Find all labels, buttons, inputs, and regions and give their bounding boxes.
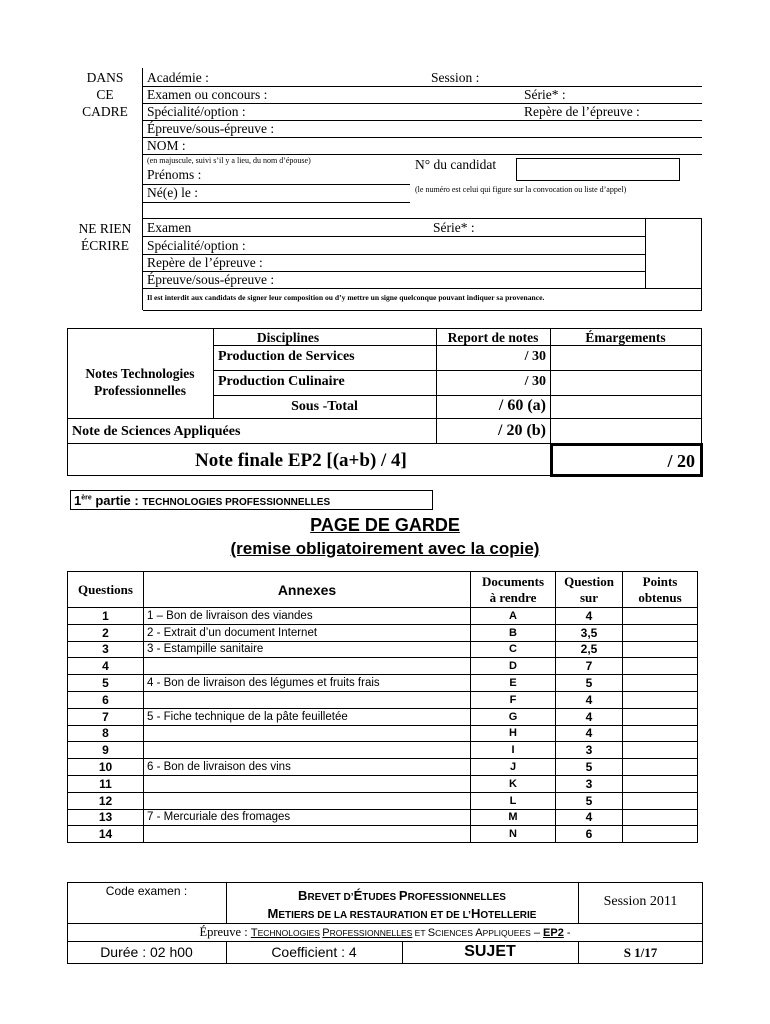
serie2-label: Série* : <box>433 220 475 235</box>
points-obtained[interactable] <box>623 725 698 742</box>
document-letter: C <box>471 641 556 658</box>
header-documents: Documents à rendre <box>471 572 556 608</box>
header-questions: Questions <box>68 572 144 608</box>
question-points: 3 <box>556 742 623 759</box>
group-label-line2: Professionnelles <box>94 383 186 398</box>
annex-name: 5 - Fiche technique de la pâte feuilletée <box>144 708 471 725</box>
question-number: 7 <box>68 708 144 725</box>
annex-name <box>144 792 471 809</box>
document-letter: I <box>471 742 556 759</box>
annex-name: 4 - Bon de livraison des légumes et fruits frais <box>144 675 471 692</box>
side-label-ce: CE <box>96 87 114 102</box>
part-sup: ère <box>81 494 92 502</box>
value-sous-total: / 60 (a) <box>498 397 546 414</box>
table-row <box>68 742 698 759</box>
annex-table <box>67 571 698 843</box>
num-candidat-label: N° du candidat <box>415 157 497 172</box>
document-letter: J <box>471 759 556 776</box>
col-emargements: Émargements <box>585 330 666 345</box>
points-obtained[interactable] <box>623 691 698 708</box>
group-label-line1: Notes Technologies <box>85 366 195 381</box>
document-letter: K <box>471 775 556 792</box>
header-question-sur: Question sur <box>556 572 623 608</box>
points-obtained[interactable] <box>623 759 698 776</box>
question-number: 10 <box>68 759 144 776</box>
value-production-services: / 30 <box>524 349 546 364</box>
row-sciences: Note de Sciences Appliquées <box>72 424 241 439</box>
points-obtained[interactable] <box>623 792 698 809</box>
annex-name: 2 - Extrait d’un document Internet <box>144 624 471 641</box>
epreuve-line: Épreuve : TECHNOLOGIES PROFESSIONNELLES ET SCIENCES APPLIQUEES – EP2 - <box>199 925 571 939</box>
row-production-services: Production de Services <box>218 349 355 364</box>
row-sous-total: Sous -Total <box>291 399 358 414</box>
page-title: PAGE DE GARDE <box>310 515 460 535</box>
question-number: 14 <box>68 826 144 843</box>
ne-le-label: Né(e) le : <box>147 185 198 200</box>
annex-name: 3 - Estampille sanitaire <box>144 641 471 658</box>
header-vertical-rule <box>142 68 143 310</box>
table-row <box>68 792 698 809</box>
sujet-label: SUJET <box>464 943 516 960</box>
epreuve-label: Épreuve/sous-épreuve : <box>147 121 275 136</box>
part-num: 1 <box>74 493 82 508</box>
page-subtitle: (remise obligatoirement avec la copie) <box>230 539 540 558</box>
question-number: 2 <box>68 624 144 641</box>
part-title: TECHNOLOGIES PROFESSIONNELLES <box>142 497 331 508</box>
part-word: partie : <box>91 493 143 508</box>
epreuve2-label: Épreuve/sous-épreuve : <box>147 272 275 287</box>
points-obtained[interactable] <box>623 742 698 759</box>
serie-label: Série* : <box>524 87 566 102</box>
question-number: 3 <box>68 641 144 658</box>
annex-name <box>144 725 471 742</box>
document-letter: D <box>471 658 556 675</box>
question-points: 7 <box>556 658 623 675</box>
annex-name <box>144 775 471 792</box>
duree-label: Durée : 02 h00 <box>100 944 193 960</box>
metiers-title: METIERS DE LA RESTAURATION ET DE L’HOTELLERIE <box>267 906 537 921</box>
annex-name: 1 – Bon de livraison des viandes <box>144 608 471 625</box>
examen-label: Examen <box>147 220 192 235</box>
annex-name <box>144 826 471 843</box>
question-number: 6 <box>68 691 144 708</box>
num-candidat-box[interactable] <box>516 158 680 181</box>
table-row <box>68 624 698 641</box>
table-row <box>68 826 698 843</box>
part-title-box <box>70 490 433 510</box>
question-number: 5 <box>68 675 144 692</box>
page-number: S 1/17 <box>623 945 658 960</box>
specialite2-label: Spécialité/option : <box>147 238 246 253</box>
annex-name: 6 - Bon de livraison des vins <box>144 759 471 776</box>
final-grade-value: / 20 <box>667 451 695 471</box>
points-obtained[interactable] <box>623 641 698 658</box>
nom-note: (en majuscule, suivi s’il y a lieu, du nom d’épouse) <box>147 156 311 165</box>
question-points: 4 <box>556 691 623 708</box>
question-points: 5 <box>556 675 623 692</box>
table-row <box>68 775 698 792</box>
brevet-title: BREVET D’ÉTUDES PROFESSIONNELLES <box>298 888 506 903</box>
question-points: 6 <box>556 826 623 843</box>
question-points: 3 <box>556 775 623 792</box>
table-row <box>68 725 698 742</box>
question-number: 4 <box>68 658 144 675</box>
table-row <box>68 691 698 708</box>
coefficient-label: Coefficient : 4 <box>271 944 357 960</box>
question-points: 4 <box>556 708 623 725</box>
session-year: Session 2011 <box>603 894 678 909</box>
points-obtained[interactable] <box>623 658 698 675</box>
header-annexes: Annexes <box>144 572 471 608</box>
points-obtained[interactable] <box>623 809 698 826</box>
annex-name: 7 - Mercuriale des fromages <box>144 809 471 826</box>
interdit-notice: Il est interdit aux candidats de signer leur composition ou d’y mettre un signe quelconque pouvant indiquer sa provenance. <box>147 293 545 302</box>
table-row <box>68 708 698 725</box>
document-letter: M <box>471 809 556 826</box>
points-obtained[interactable] <box>623 826 698 843</box>
side-label-cadre: CADRE <box>82 104 128 119</box>
points-obtained[interactable] <box>623 775 698 792</box>
code-examen-label: Code examen : <box>105 884 188 898</box>
annex-name <box>144 742 471 759</box>
question-points: 4 <box>556 608 623 625</box>
question-points: 3,5 <box>556 624 623 641</box>
value-production-culinaire: / 30 <box>524 374 546 389</box>
table-row <box>68 759 698 776</box>
side-label-dans: DANS <box>86 70 124 85</box>
annex-name <box>144 691 471 708</box>
document-letter: L <box>471 792 556 809</box>
specialite-label: Spécialité/option : <box>147 104 246 119</box>
document-letter: E <box>471 675 556 692</box>
question-points: 2,5 <box>556 641 623 658</box>
question-number: 11 <box>68 775 144 792</box>
col-disciplines: Disciplines <box>256 330 320 345</box>
question-points: 4 <box>556 725 623 742</box>
annex-name <box>144 658 471 675</box>
table-row <box>68 675 698 692</box>
document-letter: N <box>471 826 556 843</box>
repere2-label: Repère de l’épreuve : <box>147 255 263 270</box>
part-number <box>74 494 330 508</box>
question-points: 5 <box>556 792 623 809</box>
question-points: 4 <box>556 809 623 826</box>
document-letter: F <box>471 691 556 708</box>
num-candidat-note: (le numéro est celui qui figure sur la convocation ou liste d’appel) <box>415 185 627 194</box>
question-points: 5 <box>556 759 623 776</box>
question-number: 9 <box>68 742 144 759</box>
final-grade-label: Note finale EP2 [(a+b) / 4] <box>195 450 407 471</box>
row-production-culinaire: Production Culinaire <box>218 374 345 389</box>
question-number: 8 <box>68 725 144 742</box>
document-letter: A <box>471 608 556 625</box>
col-report: Report de notes <box>447 330 539 345</box>
points-obtained[interactable] <box>623 608 698 625</box>
examen-concours-label: Examen ou concours : <box>147 87 268 102</box>
table-row <box>68 658 698 675</box>
points-obtained[interactable] <box>623 675 698 692</box>
table-row <box>68 641 698 658</box>
side-label-ne-rien: NE RIEN <box>78 221 132 236</box>
document-letter: B <box>471 624 556 641</box>
question-number: 13 <box>68 809 144 826</box>
document-letter: G <box>471 708 556 725</box>
table-row <box>68 809 698 826</box>
nom-label: NOM : <box>147 138 186 153</box>
side-label-ecrire: ÉCRIRE <box>80 238 129 253</box>
points-obtained[interactable] <box>623 708 698 725</box>
question-number: 12 <box>68 792 144 809</box>
academie-label: Académie : <box>147 70 209 85</box>
prenoms-label: Prénoms : <box>147 167 202 182</box>
question-number: 1 <box>68 608 144 625</box>
table-row <box>68 608 698 625</box>
points-obtained[interactable] <box>623 624 698 641</box>
session-label: Session : <box>431 70 480 85</box>
document-letter: H <box>471 725 556 742</box>
repere-label: Repère de l’épreuve : <box>524 104 640 119</box>
value-sciences: / 20 (b) <box>498 422 546 439</box>
header-points: Points obtenus <box>623 572 698 608</box>
